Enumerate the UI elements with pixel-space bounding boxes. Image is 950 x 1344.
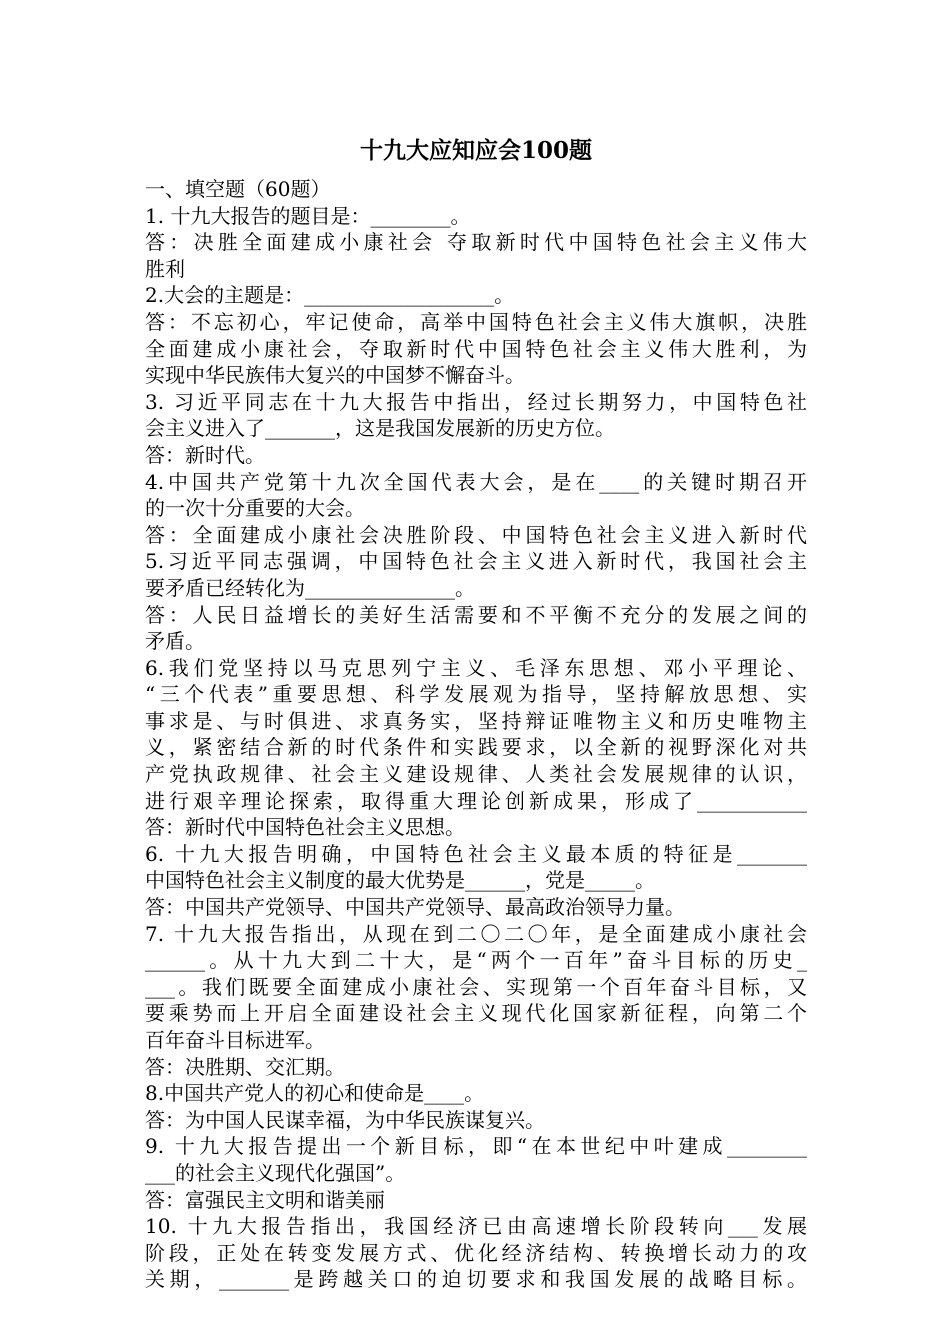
answer-line: 答：新时代。 [145, 442, 265, 467]
question-line: 义，紧密结合新的时代条件和实践要求，以全新的视野深化对共 [145, 735, 807, 760]
question-line: 7. 十九大报告指出，从现在到二〇二〇年，是全面建成小康社会 [145, 921, 807, 946]
answer-line: 答：为中国人民谋幸福，为中华民族谋复兴。 [145, 1107, 545, 1132]
question-line: ___的社会主义现代化强国”。 [145, 1160, 406, 1185]
answer-line: 答：全面建成小康社会决胜阶段、中国特色社会主义进入新时代 [145, 522, 807, 547]
question-line: 9. 十九大报告提出一个新目标，即“在本世纪中叶建成________ [145, 1134, 807, 1159]
question-line: 关期，_______是跨越关口的迫切要求和我国发展的战略目标。 [145, 1267, 807, 1292]
answer-line: 答：富强民主文明和谐美丽 [145, 1187, 385, 1212]
question-line: “三个代表”重要思想、科学发展观为指导，坚持解放思想、实 [145, 682, 807, 707]
document-page [145, 138, 807, 1293]
question-line: 事求是、与时俱进、求真务实，坚持辩证唯物主义和历史唯物主 [145, 708, 807, 733]
question-line: 要乘势而上开启全面建设社会主义现代化国家新征程，向第二个 [145, 1001, 807, 1026]
answer-line: 答：新时代中国特色社会主义思想。 [145, 815, 465, 840]
question-line: 阶段，正处在转变发展方式、优化经济结构、转换增长动力的攻 [145, 1240, 807, 1265]
question-line: 3. 习近平同志在十九大报告中指出，经过长期努力，中国特色社 [145, 389, 807, 414]
question-line: 2.大会的主题是：___________________。 [145, 283, 515, 308]
answer-line: 答：决胜期、交汇期。 [145, 1054, 345, 1079]
answer-line: 胜利 [145, 256, 185, 281]
question-line: 4.中国共产党第十九次全国代表大会，是在____的关键时期召开 [145, 469, 807, 494]
answer-line: 答：不忘初心，牢记使命，高举中国特色社会主义伟大旗帜，决胜 [145, 309, 807, 334]
question-line: ______。从十九大到二十大，是“两个一百年”奋斗目标的历史_ [145, 948, 807, 973]
question-line: 的一次十分重要的大会。 [145, 496, 365, 521]
answer-line: 答：中国共产党领导、中国共产党领导、最高政治领导力量。 [145, 895, 685, 920]
question-line: 进行艰辛理论探索，取得重大理论创新成果，形成了___________ [145, 788, 807, 813]
question-line: 5.习近平同志强调，中国特色社会主义进入新时代，我国社会主 [145, 549, 807, 574]
section-heading: 一、填空题（60题） [145, 177, 331, 201]
answer-line: 答：人民日益增长的美好生活需要和不平衡不充分的发展之间的 [145, 602, 807, 627]
question-line: ___。我们既要全面建成小康社会、实现第一个百年奋斗目标，又 [145, 974, 807, 999]
question-line: 8.中国共产党人的初心和使命是____。 [145, 1081, 485, 1106]
question-line: 1. 十九大报告的题目是：________。 [145, 203, 471, 228]
answer-line: 全面建成小康社会，夺取新时代中国特色社会主义伟大胜利，为 [145, 336, 807, 361]
question-line: 产党执政规律、社会主义建设规律、人类社会发展规律的认识， [145, 762, 807, 787]
answer-line: 矛盾。 [145, 629, 205, 654]
answer-line: 实现中华民族伟大复兴的中国梦不懈奋斗。 [145, 363, 525, 388]
question-line: 6.我们党坚持以马克思列宁主义、毛泽东思想、邓小平理论、 [145, 655, 807, 680]
question-line: 10. 十九大报告指出，我国经济已由高速增长阶段转向___发展 [145, 1214, 807, 1239]
question-line: 会主义进入了_______，这是我国发展新的历史方位。 [145, 416, 615, 441]
question-line: 6. 十九大报告明确，中国特色社会主义最本质的特征是_______ [145, 841, 807, 866]
answer-line: 答：决胜全面建成小康社会 夺取新时代中国特色社会主义伟大 [145, 230, 807, 255]
question-line: 要矛盾已经转化为_______________。 [145, 575, 475, 600]
document-title: 十九大应知应会100题 [359, 137, 592, 164]
question-line: 中国特色社会主义制度的最大优势是______，党是_____。 [145, 868, 655, 893]
question-line: 百年奋斗目标进军。 [145, 1028, 325, 1052]
